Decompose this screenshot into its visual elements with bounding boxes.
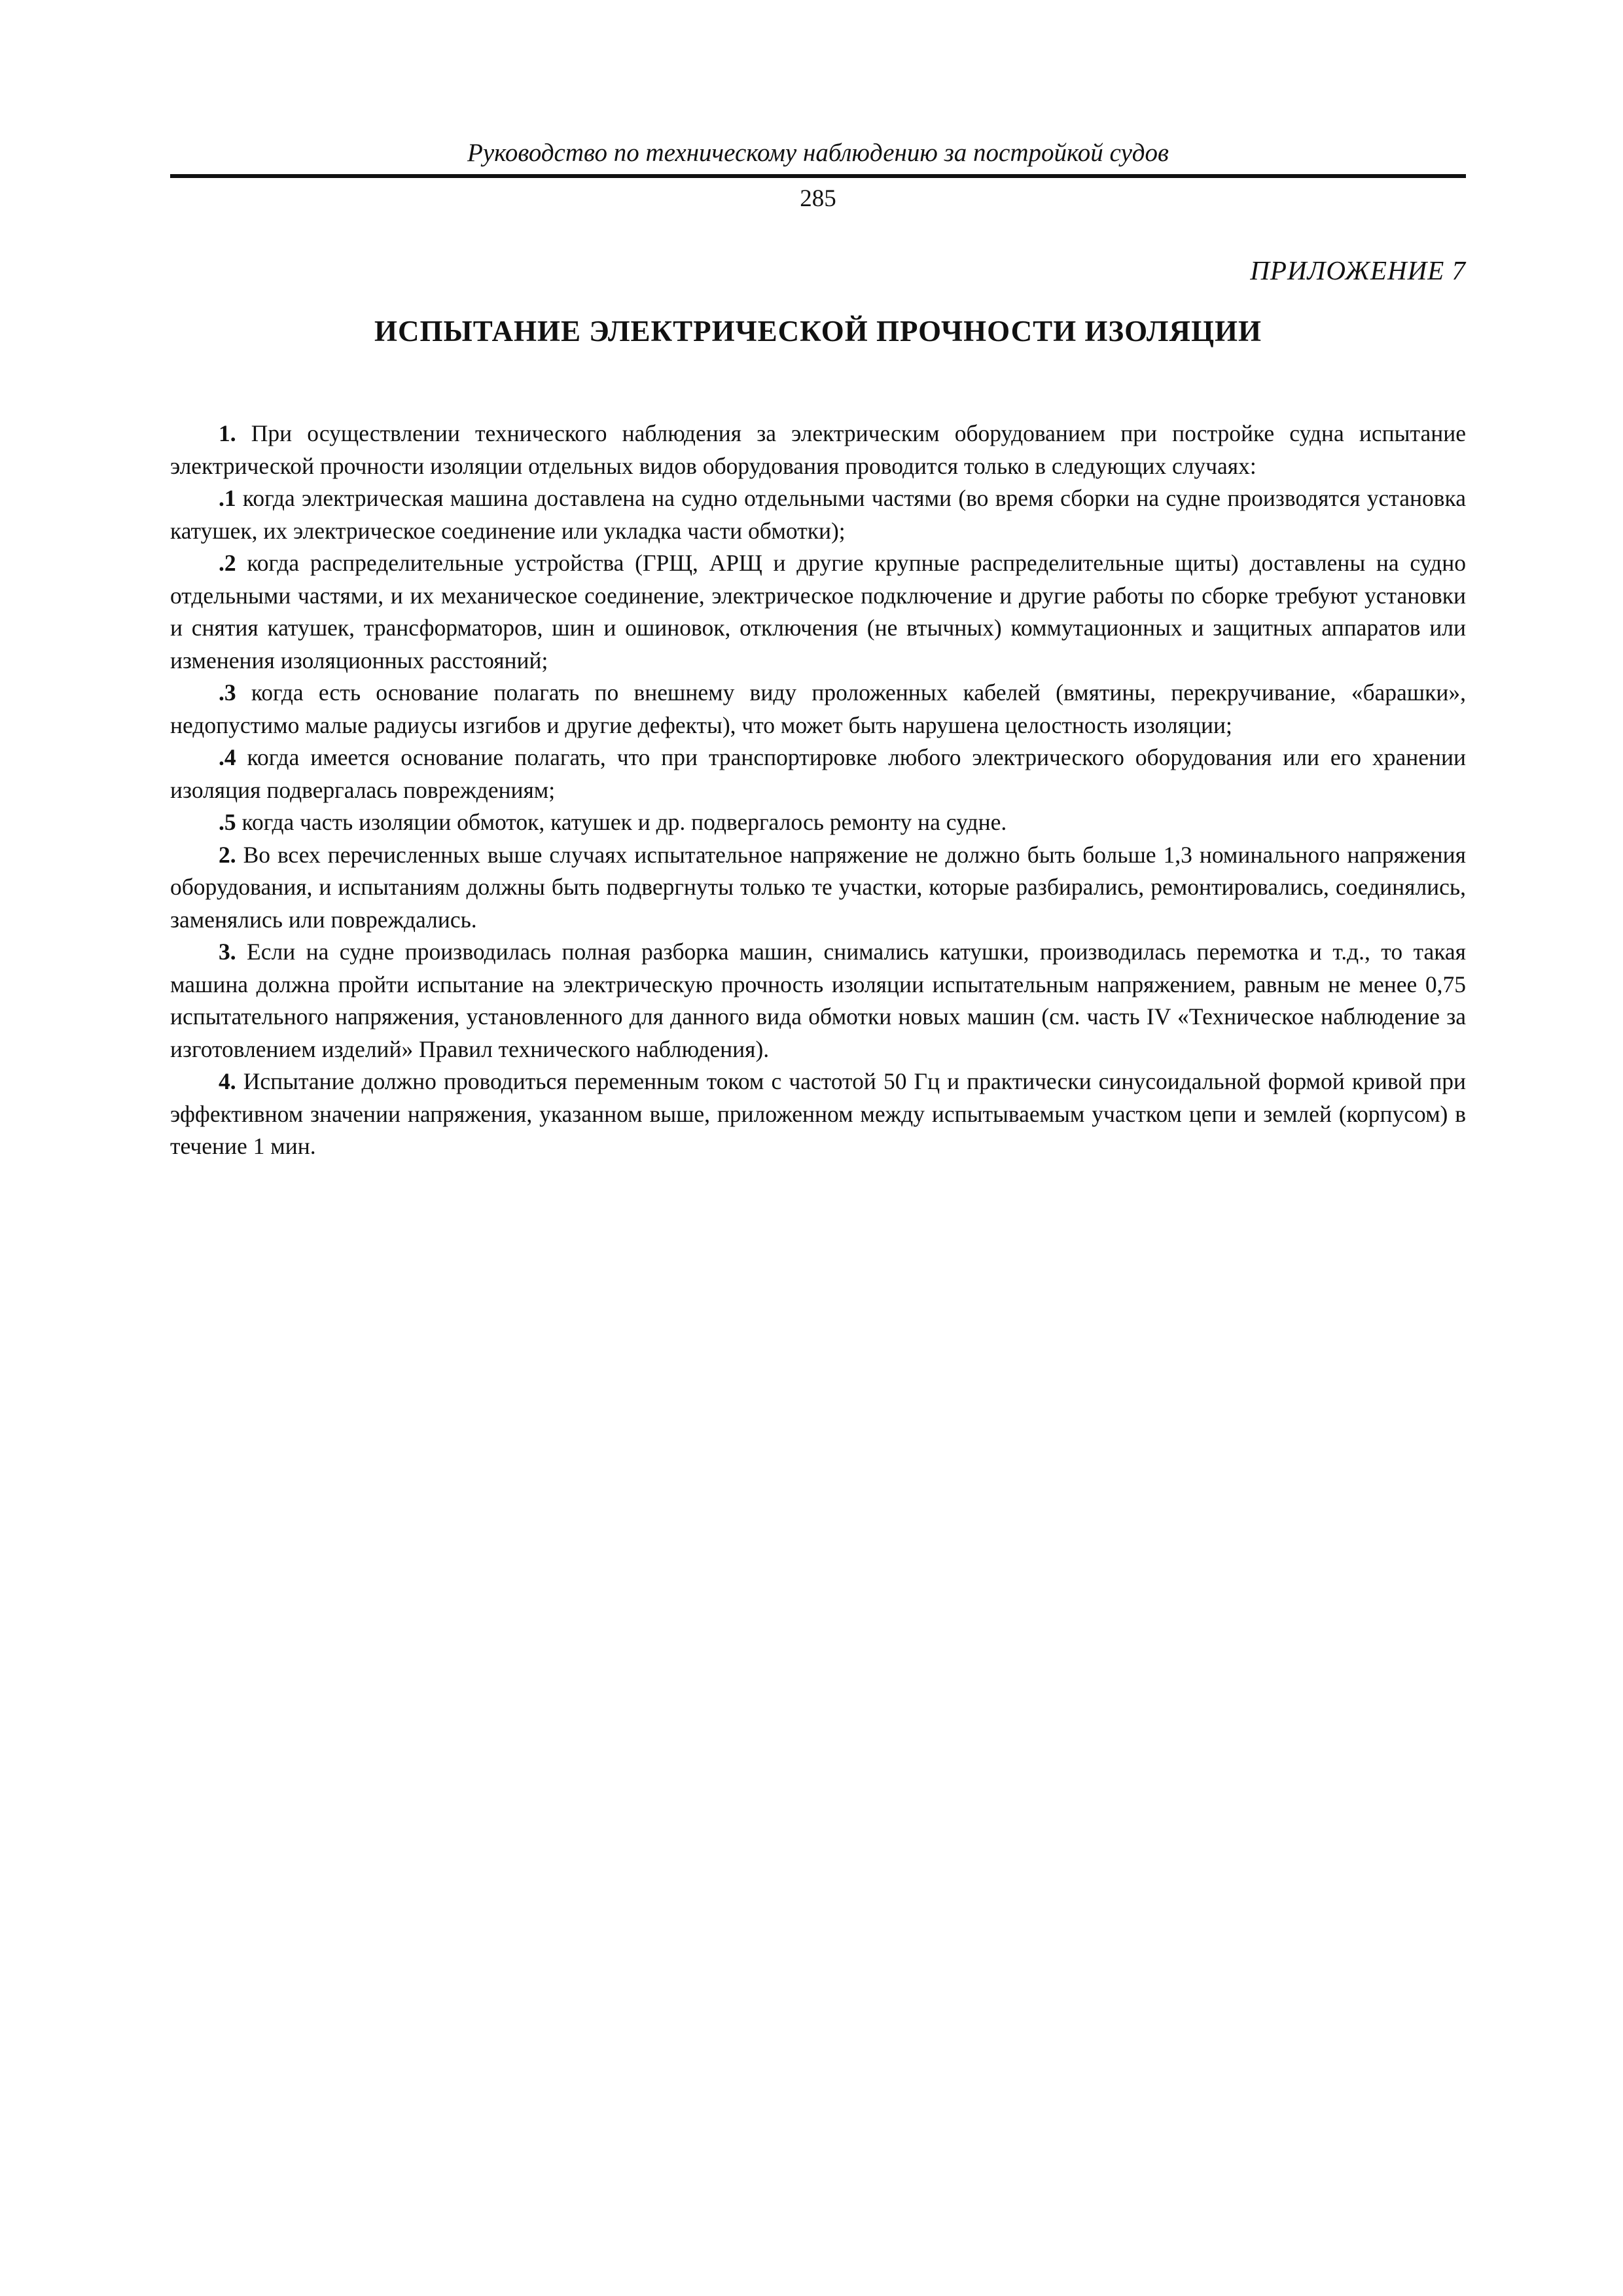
paragraph-1 (170, 418, 1466, 482)
paragraph-number: 3. (219, 939, 236, 965)
paragraph-text: Во всех перечисленных выше случаях испытательное напряжение не должно быть больше 1,3 номинального напряжения оборудования, и испытаниям должны быть подвергнуты только те участки, которые разбирались, ремонтировались, соединялись, заменялись или повреждались. (170, 841, 1466, 933)
body-text (170, 418, 1466, 1163)
paragraph-number: .3 (219, 679, 236, 706)
page-number: 285 (800, 185, 836, 212)
paragraph-1-item-1 (170, 482, 1466, 547)
paragraph-text: При осуществлении технического наблюдения за электрическим оборудованием при постройке судна испытание электрической прочности изоляции отдельных видов оборудования проводится только в следующих случаях: (170, 420, 1466, 479)
paragraph-2 (170, 839, 1466, 937)
paragraph-1-item-4 (170, 742, 1466, 806)
paragraph-1-item-2 (170, 547, 1466, 677)
paragraph-text: Если на судне производилась полная разборка машин, снимались катушки, производилась перемотка и т.д., то такая машина должна пройти испытание на электрическую прочность изоляции испытательным напряжением, равным не менее 0,75 испытательного напряжения, установленного для данного вида обмотки новых машин (см. часть IV «Техническое наблюдение за изготовлением изделий» Правил технического наблюдения). (170, 939, 1466, 1062)
paragraph-text: когда имеется основание полагать, что при транспортировке любого электрического оборудования или его хранении изоляция подвергалась повреждениям; (170, 744, 1466, 803)
header-rule (170, 174, 1466, 178)
paragraph-text: когда есть основание полагать по внешнему виду проложенных кабелей (вмятины, перекручивание, «барашки», недопустимо малые радиусы изгибов и другие дефекты), что может быть нарушена целостность изоляции; (170, 679, 1466, 738)
paragraph-number: 1. (219, 420, 236, 446)
paragraph-1-item-3 (170, 677, 1466, 742)
paragraph-text: когда распределительные устройства (ГРЩ, АРЩ и другие крупные распределительные щиты) доставлены на судно отдельными частями, и их механическое соединение, электрическое подключение и другие работы по сборке требуют установки и снятия катушек, трансформаторов, шин и ошиновок, отключения (не втычных) коммутационных и защитных аппаратов или изменения изоляционных расстояний; (170, 550, 1466, 673)
paragraph-4 (170, 1066, 1466, 1163)
appendix-label: ПРИЛОЖЕНИЕ 7 (1250, 255, 1466, 285)
paragraph-text: когда часть изоляции обмоток, катушек и др. подвергалось ремонту на судне. (236, 809, 1007, 835)
paragraph-number: 4. (219, 1068, 236, 1094)
paragraph-3 (170, 936, 1466, 1066)
paragraph-number: .2 (219, 550, 236, 576)
section-title: ИСПЫТАНИЕ ЭЛЕКТРИЧЕСКОЙ ПРОЧНОСТИ ИЗОЛЯЦИИ (374, 315, 1262, 348)
paragraph-1-item-5 (170, 806, 1466, 839)
paragraph-number: 2. (219, 841, 236, 868)
paragraph-text: Испытание должно проводиться переменным током с частотой 50 Гц и практически синусоидальной формой кривой при эффективном значении напряжения, указанном выше, приложенном между испытываемым участком цепи и землей (корпусом) в течение 1 мин. (170, 1068, 1466, 1159)
paragraph-number: .1 (219, 485, 236, 511)
paragraph-number: .4 (219, 744, 236, 770)
paragraph-text: когда электрическая машина доставлена на судно отдельными частями (во время сборки на судне производятся установка катушек, их электрическое соединение или укладка части обмотки); (170, 485, 1466, 544)
paragraph-number: .5 (219, 809, 236, 835)
running-header-title: Руководство по техническому наблюдению за постройкой судов (467, 139, 1169, 167)
